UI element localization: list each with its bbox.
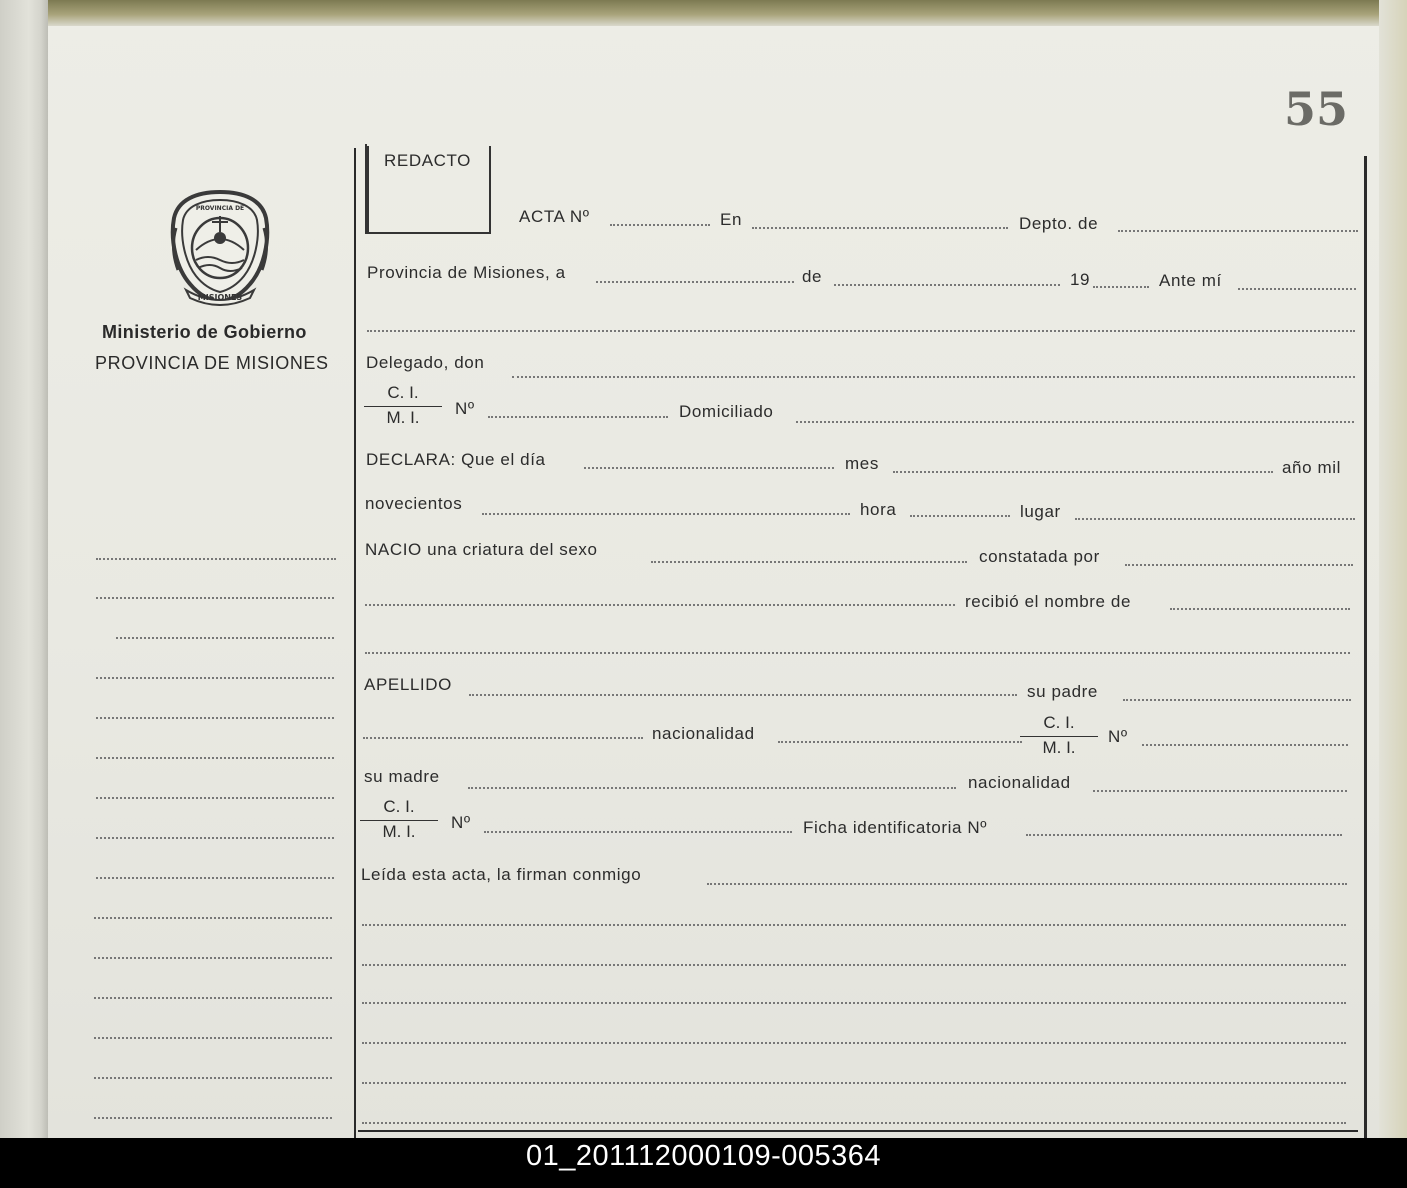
- acta-no-label: ACTA Nº: [519, 207, 590, 226]
- constatada-field[interactable]: [1125, 564, 1353, 566]
- margin-line: [94, 957, 332, 959]
- mi-label: M. I.: [386, 408, 420, 427]
- no-label: Nº: [455, 399, 475, 418]
- ci-label: C. I.: [383, 797, 415, 816]
- seal-text-bottom: MISIONES: [197, 293, 243, 302]
- lugar-field[interactable]: [1075, 518, 1355, 520]
- seal-text-top: PROVINCIA DE: [195, 205, 245, 212]
- margin-line: [96, 558, 336, 560]
- margin-line: [96, 597, 334, 599]
- ficha-label: Ficha identificatoria Nº: [803, 818, 988, 837]
- nacio-label: NACIO una criatura del sexo: [365, 540, 598, 559]
- padre-no-label: Nº: [1108, 727, 1128, 746]
- form-bottom-border: [358, 1130, 1358, 1132]
- form-left-border: [354, 148, 356, 1138]
- apellido-field[interactable]: [469, 694, 1017, 696]
- mes-label: mes: [845, 454, 879, 473]
- margin-line: [96, 837, 334, 839]
- depto-field[interactable]: [1118, 230, 1358, 232]
- leida-label: Leída esta acta, la firman conmigo: [361, 865, 642, 884]
- en-field[interactable]: [752, 227, 1008, 229]
- mi-label: M. I.: [382, 822, 416, 841]
- declara-month-field[interactable]: [893, 471, 1273, 473]
- ante-mi-field[interactable]: [1238, 288, 1356, 290]
- lugar-label: lugar: [1020, 502, 1061, 521]
- redacto-label: REDACTO: [384, 151, 472, 170]
- madre-id-field[interactable]: [484, 831, 792, 833]
- de-label: de: [802, 267, 823, 286]
- declara-day-field[interactable]: [584, 467, 834, 469]
- domiciliado-field[interactable]: [796, 421, 1354, 423]
- blank-line[interactable]: [365, 652, 1350, 654]
- year-label: 19: [1070, 270, 1091, 289]
- hora-field[interactable]: [910, 515, 1010, 517]
- blank-line[interactable]: [367, 330, 1355, 332]
- ci-label: C. I.: [1043, 713, 1075, 732]
- fraction-bar: [364, 406, 442, 407]
- signature-line[interactable]: [362, 1122, 1346, 1124]
- madre-nacionalidad-field[interactable]: [1093, 790, 1347, 792]
- ci-mi-fraction: [364, 383, 442, 428]
- province-title: PROVINCIA DE MISIONES: [95, 353, 329, 373]
- fraction-bar: [1020, 736, 1098, 737]
- margin-line: [96, 877, 334, 879]
- signature-line[interactable]: [362, 1082, 1346, 1084]
- acta-no-field[interactable]: [610, 224, 710, 226]
- constatada-label: constatada por: [979, 547, 1100, 566]
- padre-nacionalidad-field[interactable]: [778, 741, 1022, 743]
- signature-line[interactable]: [362, 924, 1346, 926]
- delegado-field[interactable]: [512, 376, 1355, 378]
- margin-line: [94, 997, 332, 999]
- margin-line: [96, 717, 334, 719]
- madre-nacionalidad-label: nacionalidad: [968, 773, 1071, 792]
- recibio-label: recibió el nombre de: [965, 592, 1132, 611]
- nombre-field[interactable]: [1170, 608, 1350, 610]
- form-right-border: [1364, 156, 1367, 1138]
- margin-line: [96, 797, 334, 799]
- year-field[interactable]: [1093, 286, 1149, 288]
- madre-field[interactable]: [468, 787, 956, 789]
- page-edge: [1379, 0, 1407, 1138]
- firman-field[interactable]: [707, 883, 1347, 885]
- madre-ci-mi-fraction: [360, 797, 438, 842]
- fraction-bar: [360, 820, 438, 821]
- depto-label: Depto. de: [1019, 214, 1099, 233]
- margin-line: [94, 1117, 332, 1119]
- en-label: En: [720, 210, 742, 229]
- signature-line[interactable]: [362, 1042, 1346, 1044]
- margin-line: [94, 1077, 332, 1079]
- sexo-field[interactable]: [651, 561, 967, 563]
- apellido-label: APELLIDO: [364, 675, 452, 694]
- signature-line[interactable]: [362, 1002, 1346, 1004]
- ci-label: C. I.: [387, 383, 419, 402]
- domiciliado-label: Domiciliado: [679, 402, 774, 421]
- page-number: 55: [1284, 82, 1349, 136]
- padre-id-field[interactable]: [1142, 744, 1348, 746]
- page-fold: [0, 0, 48, 1138]
- madre-no-label: Nº: [451, 813, 471, 832]
- padre-field[interactable]: [1123, 699, 1351, 701]
- hora-label: hora: [860, 500, 897, 519]
- year-words-field[interactable]: [482, 513, 850, 515]
- coat-of-arms-seal: [166, 188, 274, 306]
- month-field[interactable]: [834, 284, 1060, 286]
- padre-ci-mi-fraction: [1020, 713, 1098, 758]
- margin-line: [94, 1037, 332, 1039]
- padre-nacionalidad-label: nacionalidad: [652, 724, 755, 743]
- delegado-label: Delegado, don: [366, 353, 485, 372]
- ante-mi-label: Ante mí: [1159, 271, 1222, 290]
- declara-label: DECLARA: Que el día: [366, 450, 546, 469]
- day-field[interactable]: [596, 281, 794, 283]
- delegado-id-field[interactable]: [488, 416, 668, 418]
- signature-line[interactable]: [362, 964, 1346, 966]
- margin-line: [116, 637, 334, 639]
- ministry-title: Ministerio de Gobierno: [102, 322, 307, 342]
- margin-line: [94, 917, 332, 919]
- padre-continued-field[interactable]: [363, 737, 643, 739]
- constatada-continued-field[interactable]: [365, 604, 955, 606]
- mi-label: M. I.: [1042, 738, 1076, 757]
- margin-line: [96, 677, 334, 679]
- anio-mil-label: año mil: [1282, 458, 1342, 477]
- margin-line: [96, 757, 334, 759]
- provincia-label: Provincia de Misiones, a: [367, 263, 566, 282]
- novecientos-label: novecientos: [365, 494, 463, 513]
- su-madre-label: su madre: [364, 767, 440, 786]
- image-caption: 01_201112000109-005364: [525, 1140, 882, 1172]
- su-padre-label: su padre: [1027, 682, 1098, 701]
- book-cover-edge: [0, 0, 1407, 26]
- ficha-field[interactable]: [1026, 834, 1342, 836]
